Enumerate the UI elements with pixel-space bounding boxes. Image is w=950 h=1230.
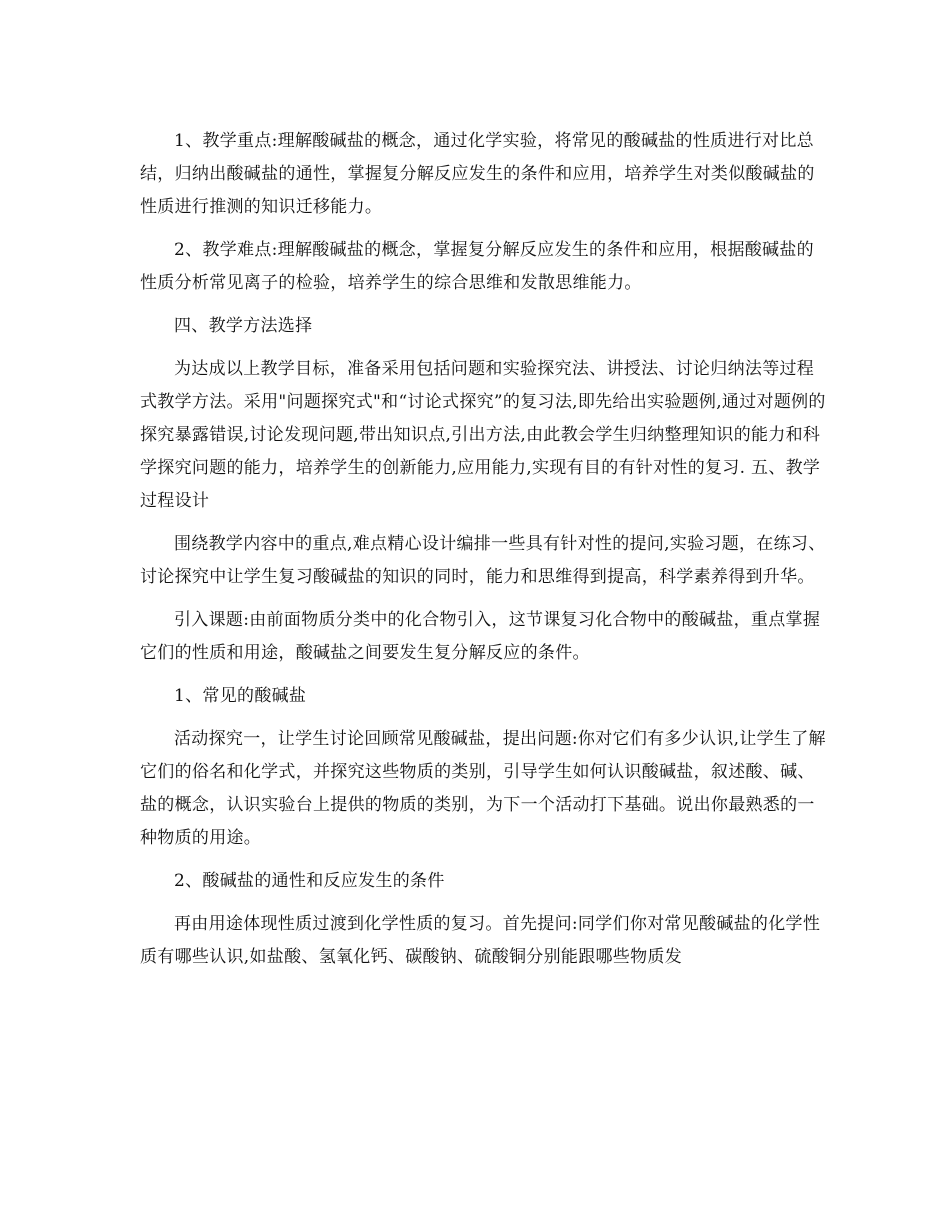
paragraph-teaching-methods: 为达成以上教学目标，准备采用包括问题和实验探究法、讲授法、讨论归纳法等过程式教学方法。采用"问题探究式"和“讨论式探究”的复习法,即先给出实验题例,通过对题例的探究暴露错误,讨论发现问题,带出知识点,引出方法,由此教会学生归纳整理知识的能力和科学探究问题的能力，培养学生的创新能力,应用能力,实现有目的有针对性的复习. 五、教学过程设计 — [140, 359, 826, 511]
paragraph-introduce-topic: 引入课题:由前面物质分类中的化合物引入，这节课复习化合物中的酸碱盐，重点掌握它们的性质和用途，酸碱盐之间要发生复分解反应的条件。 — [140, 610, 821, 663]
paragraph-design-focus: 围绕教学内容中的重点,难点精心设计编排一些具有针对性的提问,实验习题，在练习、讨论探究中让学生复习酸碱盐的知识的同时，能力和思维得到提高，科学素养得到升华。 — [140, 534, 826, 587]
section-heading-general-properties: 2、酸碱盐的通性和反应发生的条件 — [174, 871, 445, 891]
document-body — [140, 125, 830, 974]
paragraph-teaching-focus: 1、教学重点:理解酸碱盐的概念，通过化学实验，将常见的酸碱盐的性质进行对比总结，归纳出酸碱盐的通性，掌握复分解反应发生的条件和应用，培养学生对类似酸碱盐的性质进行推测的知识迁移能力。 — [140, 131, 815, 217]
section-heading-teaching-methods: 四、教学方法选择 — [174, 316, 313, 336]
paragraph-teaching-difficulty: 2、教学难点:理解酸碱盐的概念，掌握复分解反应发生的条件和应用，根据酸碱盐的性质分析常见离子的检验，培养学生的综合思维和发散思维能力。 — [140, 240, 814, 293]
section-heading-common-acids-bases-salts: 1、常见的酸碱盐 — [174, 686, 307, 706]
paragraph-activity-one: 活动探究一，让学生讨论回顾常见酸碱盐，提出问题:你对它们有多少认识,让学生了解它们的俗名和化学式，并探究这些物质的类别，引导学生如何认识酸碱盐，叙述酸、碱、盐的概念，认识实验台上提供的物质的类别，为下一个活动打下基础。说出你最熟悉的一种物质的用途。 — [140, 729, 826, 848]
paragraph-chemical-properties-review: 再由用途体现性质过渡到化学性质的复习。首先提问:同学们你对常见酸碱盐的化学性质有哪些认识,如盐酸、氢氧化钙、碳酸钠、硫酸铜分别能跟哪些物质发 — [140, 914, 821, 967]
